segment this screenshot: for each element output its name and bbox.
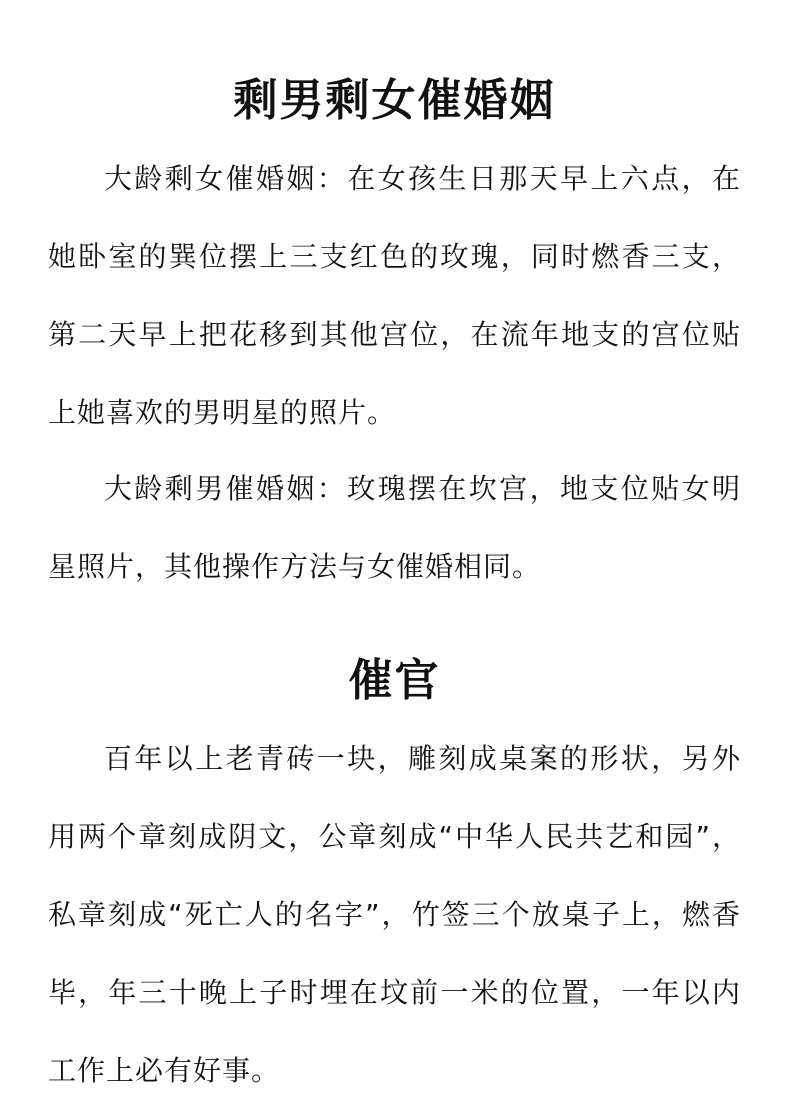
section-title-promotion: 催官 bbox=[348, 655, 441, 706]
section-title-marriage: 剩男剩女催婚姻 bbox=[233, 75, 556, 126]
paragraph-leftover-men: 大龄剩男催婚姻：玫瑰摆在坎宫，地支位贴女明星照片，其他操作方法与女催婚相同。 bbox=[48, 472, 741, 583]
paragraph-leftover-women: 大龄剩女催婚姻：在女孩生日那天早上六点，在她卧室的巽位摆上三支红色的玫瑰，同时燃香三支，第二天早上把花移到其他宫位，在流年地支的宫位贴上她喜欢的男明星的照片。 bbox=[48, 162, 741, 429]
paragraph-promotion: 百年以上老青砖一块，雕刻成桌案的形状，另外用两个章刻成阴文，公章刻成“中华人民共艺和园”，私章刻成“死亡人的名字”，竹签三个放桌子上，燃香毕，年三十晚上子时埋在坟前一米的位置，一年以内工作上必有好事。 bbox=[48, 742, 741, 1087]
